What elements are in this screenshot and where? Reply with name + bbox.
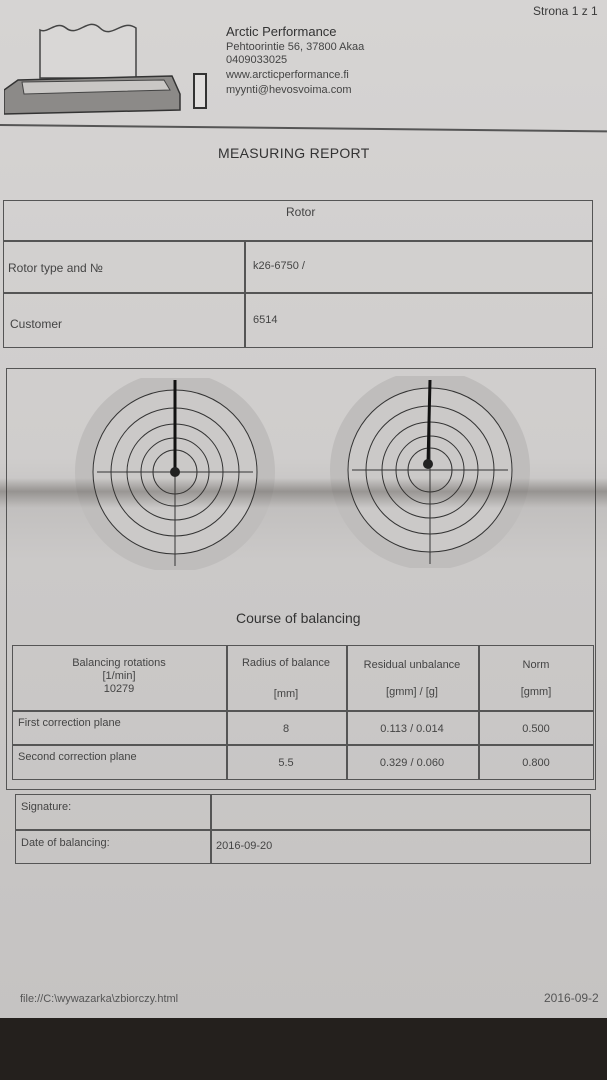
rotations-value: 10279 [103,683,135,695]
balancing-machine-logo [4,14,216,122]
customer-value: 6514 [253,314,278,326]
print-footer-date: 2016-09-2 [544,991,599,1005]
row-norm: 0.500 [522,723,550,735]
row-norm: 0.800 [522,757,550,769]
paper-fold-shadow [0,478,607,508]
balancing-title: Course of balancing [236,610,361,626]
second-plane-vector [428,380,430,464]
rotor-type-value: k26-6750 / [253,260,305,272]
company-name: Arctic Performance [226,24,337,39]
row-radius: 8 [282,723,290,735]
col-rotations-unit: [1/min] [102,670,136,682]
rotor-type-label: Rotor type and № [8,261,103,275]
company-phone: 0409033025 [226,54,288,66]
first-plane-target [75,378,277,570]
company-website: www.arcticperformance.fi [226,69,349,81]
company-email: myynti@hevosvoima.com [226,84,352,96]
row-residual: 0.329 / 0.060 [379,757,445,769]
print-footer-path: file://C:\wywazarka\zbiorczy.html [20,993,179,1005]
report-title: MEASURING REPORT [218,145,370,161]
second-plane-target [330,376,532,568]
date-value: 2016-09-20 [216,840,273,852]
row-residual: 0.113 / 0.014 [380,723,444,735]
col-residual-header: Residual unbalance [363,659,461,671]
row-label: Second correction plane [18,751,137,763]
row-label: First correction plane [18,717,121,729]
customer-label: Customer [10,317,63,331]
page-number: Strona 1 z 1 [533,4,598,18]
rotor-header: Rotor [286,205,316,219]
col-rotations-header: Balancing rotations [72,657,166,669]
col-radius-unit: [mm] [273,688,299,700]
col-radius-header: Radius of balance [241,657,331,669]
date-label: Date of balancing: [21,837,110,849]
col-norm-header: Norm [522,659,550,671]
company-address: Pehtoorintie 56, 37800 Akaa [226,41,365,53]
background-surface [0,1018,607,1080]
header-divider [0,124,607,132]
row-radius: 5.5 [278,757,294,769]
col-norm-unit: [gmm] [520,686,552,698]
signature-label: Signature: [21,801,72,813]
col-residual-unit: [gmm] / [g] [386,686,438,698]
